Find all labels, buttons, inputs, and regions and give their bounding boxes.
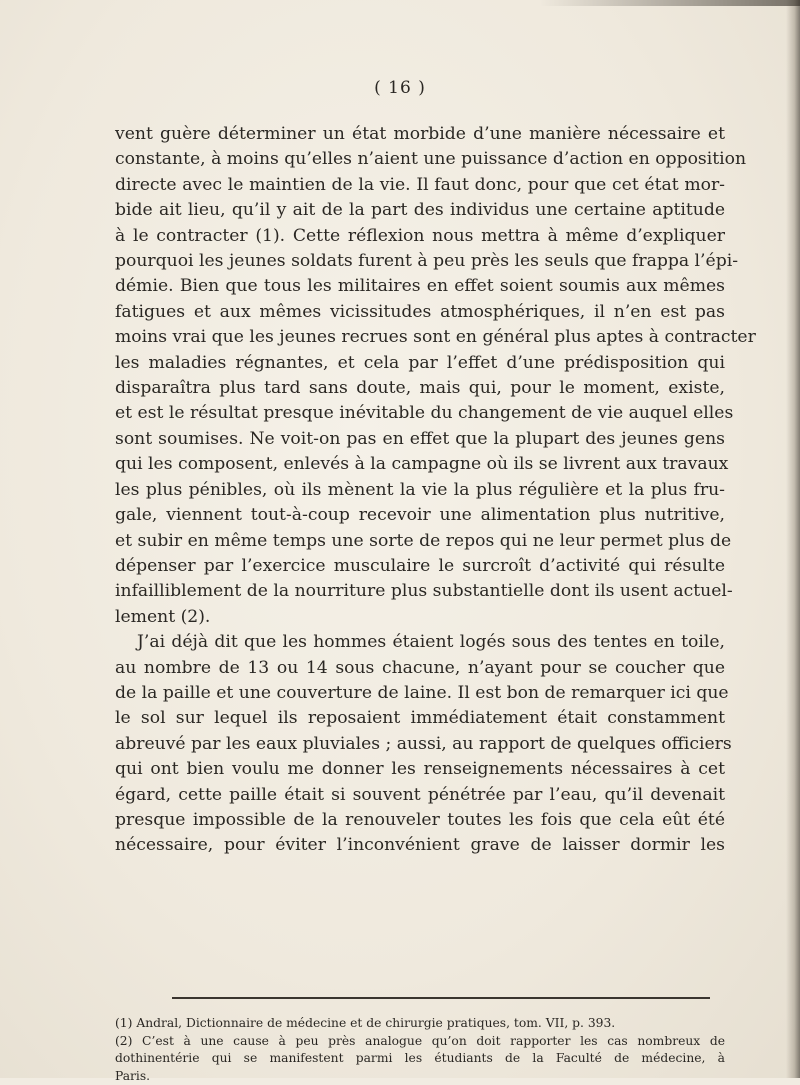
page-top-edge	[540, 0, 800, 6]
text-line: qui les composent, enlevés à la campagne où ils se livrent aux travaux	[115, 452, 725, 477]
text-line: bide ait lieu, qu’il y ait de la part des individus une certaine aptitude	[115, 198, 725, 223]
text-line: à le contracter (1). Cette réflexion nous mettra à même d’expliquer	[115, 224, 725, 249]
text-line: qui ont bien voulu me donner les renseignements nécessaires à cet	[115, 757, 725, 782]
text-line: infailliblement de la nourriture plus substantielle dont ils usent actuel-	[115, 579, 725, 604]
text-line: constante, à moins qu’elles n’aient une puissance d’action en opposition	[115, 147, 725, 172]
text-line: et est le résultat presque inévitable du changement de vie auquel elles	[115, 401, 725, 426]
paragraph-2	[115, 630, 725, 859]
footnotes	[115, 1015, 725, 1085]
text-line: disparaîtra plus tard sans doute, mais qui, pour le moment, existe,	[115, 376, 725, 401]
page-edge-shadow	[786, 0, 800, 1078]
footnote-2: (2) C’est à une cause à peu près analogue qu’on doit rapporter les cas nombreux de	[115, 1033, 725, 1051]
text-line: le sol sur lequel ils reposaient immédiatement était constamment	[115, 706, 725, 731]
text-line: dépenser par l’exercice musculaire le surcroît d’activité qui résulte	[115, 554, 725, 579]
footnote-1: (1) Andral, Dictionnaire de médecine et de chirurgie pratiques, tom. VII, p. 393.	[115, 1015, 725, 1033]
text-line: nécessaire, pour éviter l’inconvénient grave de laisser dormir les	[115, 833, 725, 858]
footnote-divider	[172, 997, 710, 999]
text-line: presque impossible de la renouveler toutes les fois que cela eût été	[115, 808, 725, 833]
text-line: lement (2).	[115, 605, 725, 630]
body-text	[115, 122, 725, 859]
text-line: égard, cette paille était si souvent pénétrée par l’eau, qu’il devenait	[115, 783, 725, 808]
paragraph-1	[115, 122, 725, 630]
text-line: les plus pénibles, où ils mènent la vie la plus régulière et la plus fru-	[115, 478, 725, 503]
text-line: au nombre de 13 ou 14 sous chacune, n’ayant pour se coucher que	[115, 656, 725, 681]
text-line: pourquoi les jeunes soldats furent à peu près les seuls que frappa l’épi-	[115, 249, 725, 274]
text-line: sont soumises. Ne voit-on pas en effet que la plupart des jeunes gens	[115, 427, 725, 452]
text-line: directe avec le maintien de la vie. Il faut donc, pour que cet état mor-	[115, 173, 725, 198]
text-line: moins vrai que les jeunes recrues sont en général plus aptes à contracter	[115, 325, 725, 350]
text-line: gale, viennent tout-à-coup recevoir une alimentation plus nutritive,	[115, 503, 725, 528]
footnote-2-cont: dothinentérie qui se manifestent parmi les étudiants de la Faculté de médecine, à	[115, 1050, 725, 1068]
text-line: abreuvé par les eaux pluviales ; aussi, au rapport de quelques officiers	[115, 732, 725, 757]
text-line: les maladies régnantes, et cela par l’effet d’une prédisposition qui	[115, 351, 725, 376]
text-line: J’ai déjà dit que les hommes étaient logés sous des tentes en toile,	[115, 630, 725, 655]
text-line: et subir en même temps une sorte de repos qui ne leur permet plus de	[115, 529, 725, 554]
text-line: fatigues et aux mêmes vicissitudes atmosphériques, il n’en est pas	[115, 300, 725, 325]
footnote-2-end: Paris.	[115, 1068, 725, 1085]
page-number: ( 16 )	[0, 78, 800, 98]
text-line: de la paille et une couverture de laine. Il est bon de remarquer ici que	[115, 681, 725, 706]
text-line: démie. Bien que tous les militaires en effet soient soumis aux mêmes	[115, 274, 725, 299]
text-line: vent guère déterminer un état morbide d’une manière nécessaire et	[115, 122, 725, 147]
